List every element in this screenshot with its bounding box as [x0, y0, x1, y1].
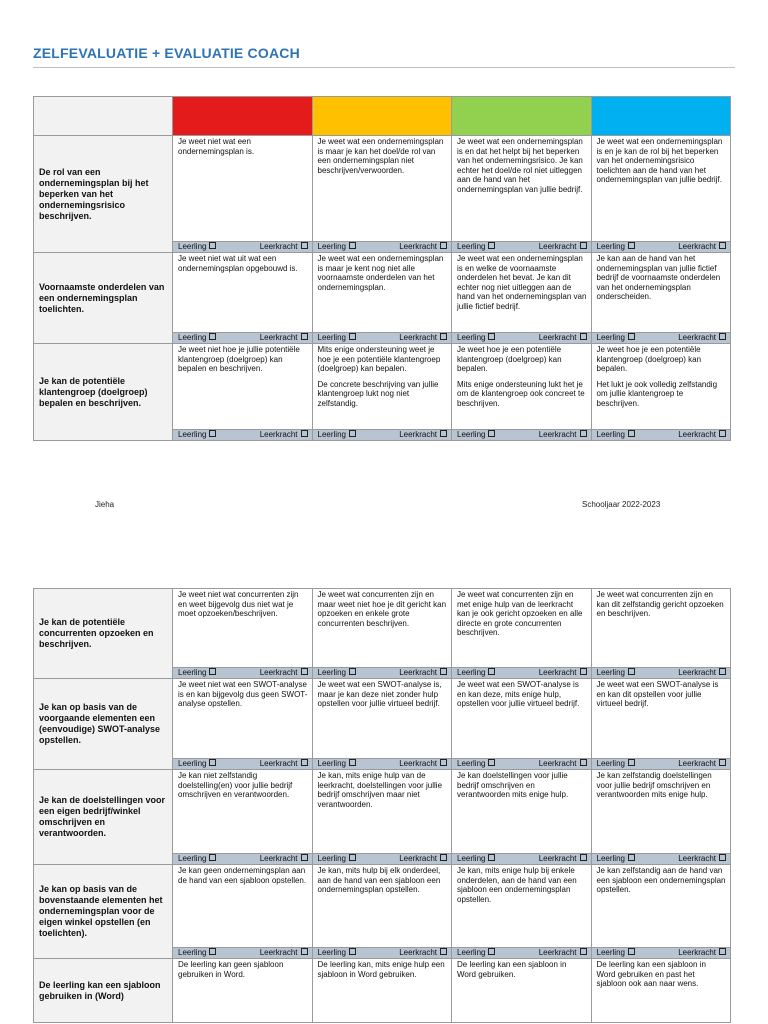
leerling-label: Leerling	[178, 668, 207, 677]
description-text: De concrete beschrijving van jullie klantengroep lukt nog niet zelfstandig.	[317, 379, 439, 408]
leerling-checkbox[interactable]	[488, 333, 495, 340]
description-text: Je weet niet wat een ondernemingsplan is.	[178, 137, 255, 156]
footer-author: Jieha	[95, 500, 115, 509]
level-description	[312, 959, 452, 1023]
level-description	[452, 344, 592, 430]
description-text: Je weet wat een ondernemingsplan is maar je kan het doel/de rol van een ondernemingsplan niet beschrijven/verwoorden.	[317, 137, 444, 175]
assessment-cell	[452, 333, 592, 344]
assessment-cell	[452, 759, 592, 770]
leerling-checkbox[interactable]	[488, 242, 495, 249]
leerkracht-checkbox[interactable]	[301, 854, 308, 861]
level-description	[452, 959, 592, 1023]
description-text: Je weet wat een ondernemingsplan is en welke de voornaamste onderdelen het bevat. Je kan dit echter nog niet uitleggen aan de hand van het ondernemingsplan van jullie fictief bedrijf.	[457, 254, 587, 311]
leerkracht-checkbox[interactable]	[440, 430, 447, 437]
level-description	[173, 136, 313, 242]
assessment-cell	[591, 759, 731, 770]
leerkracht-check[interactable]	[399, 668, 447, 678]
criterion-row	[34, 679, 731, 759]
description-text: Je kan zelfstandig doelstellingen voor jullie bedrijf omschrijven en verantwoorden mits enige hulp.	[596, 771, 712, 800]
leerkracht-checkbox[interactable]	[719, 948, 726, 955]
leerkracht-check[interactable]	[399, 948, 447, 958]
leerling-check[interactable]	[597, 759, 635, 768]
description-text: De leerling kan, mits enige hulp een sjabloon in Word gebruiken.	[317, 960, 445, 979]
assessment-cell	[312, 668, 452, 679]
leerkracht-check[interactable]	[399, 854, 447, 864]
description-text: De leerling kan een sjabloon in Word gebruiken en past het sjabloon ook aan naar wens.	[596, 960, 706, 989]
level-description	[591, 959, 731, 1023]
level-description	[591, 770, 731, 854]
leerling-check[interactable]	[597, 854, 635, 863]
criterion-row	[34, 865, 731, 948]
leerling-checkbox[interactable]	[349, 668, 356, 675]
leerkracht-label: Leerkracht	[259, 242, 298, 251]
leerling-check[interactable]	[457, 242, 495, 251]
criterion-label: De rol van een ondernemingsplan bij het beperken van het ondernemingsrisico beschrijven.	[34, 136, 173, 253]
level-color-1	[173, 97, 313, 136]
leerkracht-check[interactable]	[260, 854, 308, 864]
level-description	[312, 253, 452, 333]
assessment-cell	[591, 854, 731, 865]
criterion-row	[34, 344, 731, 430]
level-description	[452, 589, 592, 668]
assessment-cell	[452, 242, 592, 253]
leerkracht-check[interactable]	[260, 430, 308, 440]
level-description	[312, 679, 452, 759]
leerkracht-check[interactable]	[678, 668, 726, 678]
description-text: De leerling kan een sjabloon in Word gebruiken.	[457, 960, 567, 979]
page-title: ZELFEVALUATIE + EVALUATIE COACH	[33, 45, 300, 61]
criterion-row	[34, 253, 731, 333]
assessment-cell	[452, 948, 592, 959]
leerkracht-check[interactable]	[678, 333, 726, 343]
assessment-cell	[312, 759, 452, 770]
assessment-cell	[312, 854, 452, 865]
leerkracht-check[interactable]	[539, 333, 587, 343]
leerkracht-label: Leerkracht	[678, 759, 716, 768]
leerkracht-checkbox[interactable]	[580, 759, 587, 766]
assessment-cell	[452, 668, 592, 679]
leerkracht-label: Leerkracht	[259, 430, 298, 439]
description-text: Je kan, mits hulp bij elk onderdeel, aan de hand van een sjabloon een ondernemingsplan opstellen.	[317, 866, 441, 895]
leerling-checkbox[interactable]	[488, 948, 495, 955]
description-text: Je weet niet hoe je jullie potentiële klantengroep (doelgroep) kan bepalen en beschrijven.	[178, 345, 300, 374]
description-text: Het lukt je ook volledig zelfstandig om jullie klantengroep te beschrijven.	[596, 379, 718, 408]
leerkracht-label: Leerkracht	[538, 854, 577, 863]
criterion-row	[34, 589, 731, 668]
leerkracht-check[interactable]	[399, 242, 447, 252]
leerling-checkbox[interactable]	[349, 948, 356, 955]
leerkracht-label: Leerkracht	[259, 668, 298, 677]
criterion-label: Je kan op basis van de voorgaande elementen een (eenvoudige) SWOT-analyse opstellen.	[34, 679, 173, 770]
level-description	[452, 136, 592, 242]
leerkracht-label: Leerkracht	[259, 854, 298, 863]
leerkracht-checkbox[interactable]	[440, 242, 447, 249]
leerkracht-label: Leerkracht	[399, 854, 437, 863]
level-description	[591, 136, 731, 242]
leerkracht-check[interactable]	[399, 430, 447, 440]
leerling-label: Leerling	[457, 948, 486, 957]
leerkracht-checkbox[interactable]	[301, 242, 308, 249]
leerkracht-check[interactable]	[678, 854, 726, 864]
level-description	[591, 344, 731, 430]
description-text: Je weet wat concurrenten zijn en kan dit zelfstandig gericht opzoeken en beschrijven.	[596, 590, 724, 619]
leerling-checkbox[interactable]	[488, 759, 495, 766]
leerkracht-checkbox[interactable]	[301, 668, 308, 675]
leerling-check[interactable]	[318, 430, 356, 439]
leerling-checkbox[interactable]	[209, 333, 216, 340]
assessment-cell	[173, 242, 313, 253]
leerkracht-checkbox[interactable]	[719, 333, 726, 340]
leerling-checkbox[interactable]	[628, 333, 635, 340]
level-description	[452, 679, 592, 759]
leerkracht-checkbox[interactable]	[580, 668, 587, 675]
leerling-label: Leerling	[317, 759, 346, 768]
level-description	[173, 679, 313, 759]
leerling-checkbox[interactable]	[349, 242, 356, 249]
assessment-cell	[173, 854, 313, 865]
leerkracht-check[interactable]	[260, 948, 308, 958]
leerling-label: Leerling	[457, 854, 486, 863]
leerling-check[interactable]	[318, 854, 356, 863]
leerkracht-check[interactable]	[399, 759, 447, 769]
leerling-check[interactable]	[318, 333, 356, 342]
leerkracht-label: Leerkracht	[678, 668, 716, 677]
leerling-check[interactable]	[318, 668, 356, 677]
level-description	[173, 770, 313, 854]
description-text: Je weet hoe je een potentiële klantengroep (doelgroep) kan bepalen.	[457, 345, 562, 374]
leerkracht-check[interactable]	[678, 430, 726, 440]
leerling-check[interactable]	[597, 948, 635, 957]
description-text: Je kan doelstellingen voor jullie bedrijf omschrijven en verantwoorden mits enige hulp.	[457, 771, 569, 800]
level-description	[312, 770, 452, 854]
assessment-cell	[452, 430, 592, 441]
leerling-label: Leerling	[457, 668, 486, 677]
leerkracht-label: Leerkracht	[538, 242, 577, 251]
criterion-label: Je kan de potentiële klantengroep (doelgroep) bepalen en beschrijven.	[34, 344, 173, 441]
assessment-cell	[591, 333, 731, 344]
leerkracht-check[interactable]	[539, 948, 587, 958]
leerkracht-checkbox[interactable]	[440, 668, 447, 675]
leerkracht-label: Leerkracht	[259, 333, 298, 342]
leerkracht-label: Leerkracht	[678, 242, 716, 251]
leerkracht-checkbox[interactable]	[301, 759, 308, 766]
corner-cell	[34, 97, 173, 136]
leerkracht-label: Leerkracht	[399, 759, 437, 768]
leerling-label: Leerling	[317, 242, 346, 251]
leerkracht-label: Leerkracht	[538, 333, 577, 342]
leerling-label: Leerling	[317, 854, 346, 863]
leerkracht-check[interactable]	[260, 242, 308, 252]
leerkracht-check[interactable]	[260, 333, 308, 343]
description-text: Je weet hoe je een potentiële klantengroep (doelgroep) kan bepalen.	[596, 345, 702, 374]
leerling-check[interactable]	[457, 430, 495, 439]
leerkracht-checkbox[interactable]	[580, 242, 587, 249]
assessment-cell	[173, 668, 313, 679]
leerling-check[interactable]	[318, 242, 356, 251]
leerling-check[interactable]	[457, 333, 495, 342]
leerling-label: Leerling	[457, 242, 486, 251]
leerling-check[interactable]	[318, 948, 356, 957]
assessment-cell	[173, 948, 313, 959]
leerkracht-label: Leerkracht	[259, 948, 298, 957]
level-color-2	[312, 97, 452, 136]
level-description	[591, 253, 731, 333]
leerling-label: Leerling	[596, 854, 625, 863]
description-text: Je kan zelfstandig aan de hand van een sjabloon een ondernemingsplan opstellen.	[596, 866, 726, 895]
leerkracht-checkbox[interactable]	[719, 242, 726, 249]
leerling-checkbox[interactable]	[488, 430, 495, 437]
criterion-row	[34, 959, 731, 1023]
description-text: Je weet wat een SWOT-analyse is en kan deze, mits enige hulp, opstellen voor jullie virtueel bedrijf.	[457, 680, 580, 709]
leerkracht-checkbox[interactable]	[440, 759, 447, 766]
leerkracht-checkbox[interactable]	[719, 854, 726, 861]
assessment-cell	[591, 430, 731, 441]
leerling-label: Leerling	[178, 333, 207, 342]
leerling-label: Leerling	[596, 759, 625, 768]
leerling-label: Leerling	[457, 759, 486, 768]
leerling-label: Leerling	[178, 759, 207, 768]
leerkracht-check[interactable]	[678, 242, 726, 252]
leerkracht-label: Leerkracht	[678, 948, 716, 957]
leerling-check[interactable]	[597, 668, 635, 677]
leerling-checkbox[interactable]	[349, 430, 356, 437]
leerkracht-label: Leerkracht	[678, 333, 716, 342]
leerling-check[interactable]	[457, 759, 495, 768]
leerkracht-label: Leerkracht	[678, 854, 716, 863]
assessment-cell	[173, 333, 313, 344]
criterion-row	[34, 770, 731, 854]
assessment-cell	[312, 242, 452, 253]
footer-school-year: Schooljaar 2022-2023	[582, 500, 661, 509]
description-text: Je weet wat een ondernemingsplan is en dat het helpt bij het beperken van het ondernemingsrisico. Je kan echter het doel/de rol niet uitleggen aan de hand van het ondernemingsplan van jullie bedrijf.	[457, 137, 583, 194]
criterion-label: De leerling kan een sjabloon gebruiken in (Word)	[34, 959, 173, 1023]
leerling-check[interactable]	[457, 854, 495, 863]
description-text: Je kan aan de hand van het ondernemingsplan van jullie fictief bedrijf de voornaamste onderdelen van het ondernemingsplan onderscheiden.	[596, 254, 721, 302]
assessment-cell	[312, 948, 452, 959]
description-text: Mits enige ondersteuning weet je hoe je een potentiële klantengroep (doelgroep) kan bepalen.	[317, 345, 441, 374]
leerkracht-check[interactable]	[260, 668, 308, 678]
description-text: Mits enige ondersteuning lukt het je om de klantengroep ook concreet te beschrijven.	[457, 379, 585, 408]
assessment-cell	[452, 854, 592, 865]
leerling-check[interactable]	[178, 242, 216, 251]
rubric-table-2	[33, 588, 731, 1023]
rubric-table-1	[33, 96, 731, 441]
level-description	[173, 253, 313, 333]
level-description	[591, 589, 731, 668]
level-description	[452, 253, 592, 333]
leerling-checkbox[interactable]	[349, 759, 356, 766]
leerling-check[interactable]	[178, 854, 216, 863]
level-description	[591, 679, 731, 759]
leerling-label: Leerling	[178, 948, 207, 957]
leerling-label: Leerling	[317, 668, 346, 677]
leerling-check[interactable]	[457, 668, 495, 677]
leerling-check[interactable]	[178, 333, 216, 342]
leerkracht-checkbox[interactable]	[719, 759, 726, 766]
level-description	[591, 865, 731, 948]
leerkracht-label: Leerkracht	[399, 242, 437, 251]
leerling-label: Leerling	[317, 430, 346, 439]
level-description	[173, 959, 313, 1023]
leerling-label: Leerling	[317, 333, 346, 342]
criterion-label: Je kan de doelstellingen voor een eigen bedrijf/winkel omschrijven en verantwoorden.	[34, 770, 173, 865]
leerkracht-label: Leerkracht	[399, 948, 437, 957]
leerling-label: Leerling	[457, 430, 486, 439]
leerling-label: Leerling	[178, 430, 207, 439]
assessment-cell	[312, 333, 452, 344]
leerkracht-checkbox[interactable]	[440, 333, 447, 340]
leerling-label: Leerling	[317, 948, 346, 957]
leerling-checkbox[interactable]	[628, 948, 635, 955]
leerling-checkbox[interactable]	[628, 759, 635, 766]
leerling-checkbox[interactable]	[209, 854, 216, 861]
level-description	[452, 865, 592, 948]
leerling-label: Leerling	[178, 242, 207, 251]
leerling-label: Leerling	[178, 854, 207, 863]
leerkracht-label: Leerkracht	[538, 948, 577, 957]
description-text: Je weet wat een ondernemingsplan is en je kan de rol bij het beperken van het ondernemingsrisico toelichten aan de hand van het ondernemingsplan van jullie bedrijf.	[596, 137, 723, 185]
leerkracht-checkbox[interactable]	[580, 333, 587, 340]
description-text: De leerling kan geen sjabloon gebruiken in Word.	[178, 960, 284, 979]
leerkracht-label: Leerkracht	[538, 759, 577, 768]
level-description	[312, 136, 452, 242]
description-text: Je weet wat een ondernemingsplan is maar je kent nog niet alle voornaamste onderdelen van het ondernemingsplan.	[317, 254, 444, 292]
level-description	[173, 344, 313, 430]
leerling-checkbox[interactable]	[209, 759, 216, 766]
leerkracht-checkbox[interactable]	[301, 948, 308, 955]
leerkracht-check[interactable]	[260, 759, 308, 769]
level-color-3	[452, 97, 592, 136]
leerkracht-checkbox[interactable]	[580, 948, 587, 955]
leerling-check[interactable]	[597, 333, 635, 342]
leerling-checkbox[interactable]	[628, 854, 635, 861]
leerling-checkbox[interactable]	[488, 854, 495, 861]
leerling-check[interactable]	[178, 430, 216, 439]
assessment-cell	[173, 759, 313, 770]
leerling-check[interactable]	[597, 242, 635, 251]
leerling-check[interactable]	[178, 759, 216, 768]
level-description	[312, 865, 452, 948]
leerling-checkbox[interactable]	[209, 668, 216, 675]
leerling-label: Leerling	[596, 430, 625, 439]
leerkracht-checkbox[interactable]	[719, 430, 726, 437]
leerkracht-check[interactable]	[539, 759, 587, 769]
leerling-checkbox[interactable]	[349, 333, 356, 340]
title-divider	[33, 67, 735, 68]
description-text: Je weet niet wat uit wat een ondernemingsplan opgebouwd is.	[178, 254, 298, 273]
leerkracht-label: Leerkracht	[259, 759, 298, 768]
description-text: Je kan, mits enige hulp van de leerkracht, doelstellingen voor jullie bedrijf omschrijven maar niet verantwoorden.	[317, 771, 443, 809]
leerling-checkbox[interactable]	[349, 854, 356, 861]
description-text: Je kan geen ondernemingsplan aan de hand van een sjabloon opstellen.	[178, 866, 307, 885]
level-description	[312, 344, 452, 430]
level-color-row	[34, 97, 731, 136]
leerkracht-check[interactable]	[539, 430, 587, 440]
level-description	[173, 589, 313, 668]
leerkracht-check[interactable]	[399, 333, 447, 343]
leerling-check[interactable]	[597, 430, 635, 439]
assessment-cell	[591, 948, 731, 959]
leerling-label: Leerling	[596, 668, 625, 677]
leerkracht-label: Leerkracht	[399, 333, 437, 342]
level-color-4	[591, 97, 731, 136]
leerkracht-checkbox[interactable]	[580, 430, 587, 437]
leerling-label: Leerling	[596, 333, 625, 342]
leerling-check[interactable]	[178, 668, 216, 677]
description-text: Je weet niet wat een SWOT-analyse is en kan bijgevolg dus geen SWOT-analyse opstellen.	[178, 680, 308, 709]
leerkracht-label: Leerkracht	[678, 430, 716, 439]
description-text: Je weet wat een SWOT-analyse is en kan dit opstellen voor jullie virtueel bedrijf.	[596, 680, 719, 709]
criterion-label: Je kan op basis van de bovenstaande elementen het ondernemingsplan voor de eigen winkel opstellen (en toelichten).	[34, 865, 173, 959]
leerling-checkbox[interactable]	[628, 242, 635, 249]
leerkracht-checkbox[interactable]	[301, 430, 308, 437]
leerkracht-checkbox[interactable]	[719, 668, 726, 675]
description-text: Je weet wat een SWOT-analyse is, maar je kan deze niet zonder hulp opstellen voor jullie virtueel bedrijf.	[317, 680, 442, 709]
leerling-check[interactable]	[318, 759, 356, 768]
leerkracht-check[interactable]	[678, 759, 726, 769]
leerkracht-check[interactable]	[678, 948, 726, 958]
leerkracht-checkbox[interactable]	[301, 333, 308, 340]
leerling-checkbox[interactable]	[488, 668, 495, 675]
leerling-checkbox[interactable]	[628, 430, 635, 437]
leerkracht-checkbox[interactable]	[580, 854, 587, 861]
assessment-cell	[591, 242, 731, 253]
criterion-row	[34, 136, 731, 242]
leerkracht-checkbox[interactable]	[440, 948, 447, 955]
leerling-label: Leerling	[457, 333, 486, 342]
leerling-label: Leerling	[596, 948, 625, 957]
criterion-label: Je kan de potentiële concurrenten opzoeken en beschrijven.	[34, 589, 173, 679]
description-text: Je weet wat concurrenten zijn en maar weet niet hoe je dit gericht kan opzoeken en enkele grote concurrenten beschrijven.	[317, 590, 447, 628]
leerkracht-label: Leerkracht	[538, 430, 577, 439]
description-text: Je kan, mits enige hulp bij enkele onderdelen, aan de hand van een sjabloon een ondernemingsplan opstellen.	[457, 866, 577, 904]
assessment-cell	[591, 668, 731, 679]
leerling-checkbox[interactable]	[209, 430, 216, 437]
criterion-label: Voornaamste onderdelen van een ondernemingsplan toelichten.	[34, 253, 173, 344]
leerling-checkbox[interactable]	[209, 948, 216, 955]
leerling-label: Leerling	[596, 242, 625, 251]
leerling-check[interactable]	[178, 948, 216, 957]
leerkracht-checkbox[interactable]	[440, 854, 447, 861]
leerkracht-check[interactable]	[539, 668, 587, 678]
assessment-cell	[312, 430, 452, 441]
description-text: Je kan niet zelfstandig doelstelling(en) voor jullie bedrijf omschrijven en verantwoorden.	[178, 771, 293, 800]
level-description	[452, 770, 592, 854]
leerling-check[interactable]	[457, 948, 495, 957]
leerkracht-label: Leerkracht	[538, 668, 577, 677]
description-text: Je weet niet wat concurrenten zijn en weet bijgevolg dus niet wat je moet opzoeken/beschrijven.	[178, 590, 299, 619]
leerling-checkbox[interactable]	[628, 668, 635, 675]
level-description	[173, 865, 313, 948]
leerkracht-check[interactable]	[539, 854, 587, 864]
leerkracht-label: Leerkracht	[399, 430, 437, 439]
description-text: Je weet wat concurrenten zijn en met enige hulp van de leerkracht kan je ook gericht opzoeken en alle directe en grote concurrenten beschrijven.	[457, 590, 583, 638]
assessment-cell	[173, 430, 313, 441]
leerkracht-label: Leerkracht	[399, 668, 437, 677]
leerkracht-check[interactable]	[539, 242, 587, 252]
leerling-checkbox[interactable]	[209, 242, 216, 249]
level-description	[312, 589, 452, 668]
